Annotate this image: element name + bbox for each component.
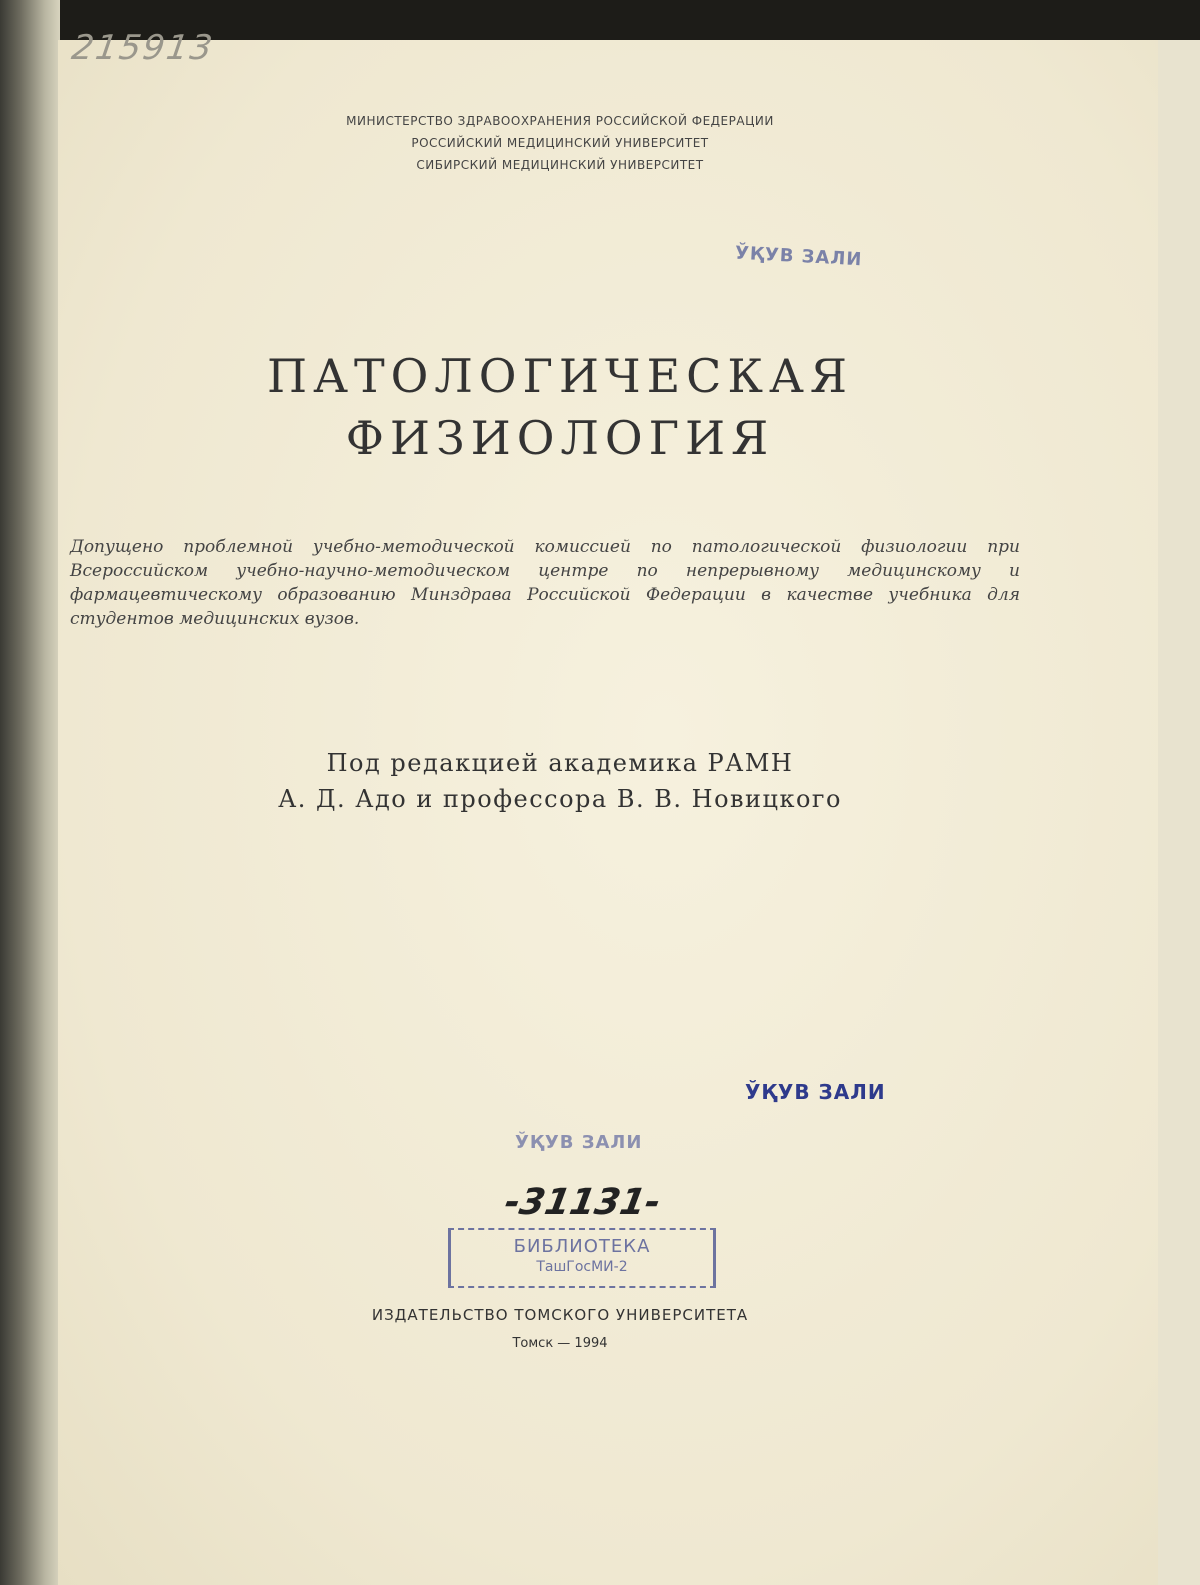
library-stamp-line-1: БИБЛИОТЕКА xyxy=(513,1236,651,1257)
ministry-header xyxy=(250,110,870,176)
header-line-2: РОССИЙСКИЙ МЕДИЦИНСКИЙ УНИВЕРСИТЕТ xyxy=(411,136,709,150)
header-line-3: СИБИРСКИЙ МЕДИЦИНСКИЙ УНИВЕРСИТЕТ xyxy=(416,158,704,172)
reading-room-stamp-lower: ЎҚУВ ЗАЛИ xyxy=(515,1132,643,1153)
inventory-number: 215913 xyxy=(69,28,217,68)
title-line-2: ФИЗИОЛОГИЯ xyxy=(345,411,775,465)
approval-note: Допущено проблемной учебно-методической комиссией по патологической физиологии при Всероссийском учебно-научно-методическом центре по непрерывному медицинскому и фармацевтическому образованию Минздрава Российской Федерации в качестве учебника для студентов медицинских вузов. xyxy=(70,537,1020,629)
scan-top-edge xyxy=(58,0,1200,42)
editors-line-1: Под редакцией академика РАМН xyxy=(326,749,794,777)
editors-line-2: А. Д. Адо и профессора В. В. Новицкого xyxy=(278,785,842,813)
publisher: ИЗДАТЕЛЬСТВО ТОМСКОГО УНИВЕРСИТЕТА xyxy=(371,1306,749,1324)
place-year: Томск — 1994 xyxy=(512,1336,608,1351)
handwritten-number: -31131- xyxy=(501,1182,664,1223)
library-stamp-line-2: ТашГосМИ-2 xyxy=(536,1259,628,1275)
header-line-1: МИНИСТЕРСТВО ЗДРАВООХРАНЕНИЯ РОССИЙСКОЙ ФЕДЕРАЦИИ xyxy=(346,114,774,128)
book-spine xyxy=(0,0,60,1585)
editors xyxy=(210,745,910,817)
book-title xyxy=(190,345,930,469)
page-right-edge xyxy=(1158,40,1200,1585)
library-stamp xyxy=(448,1228,716,1288)
reading-room-stamp-top: ЎҚУВ ЗАЛИ xyxy=(734,242,863,271)
reading-room-stamp-middle: ЎҚУВ ЗАЛИ xyxy=(745,1080,886,1104)
title-line-1: ПАТОЛОГИЧЕСКАЯ xyxy=(267,349,853,403)
